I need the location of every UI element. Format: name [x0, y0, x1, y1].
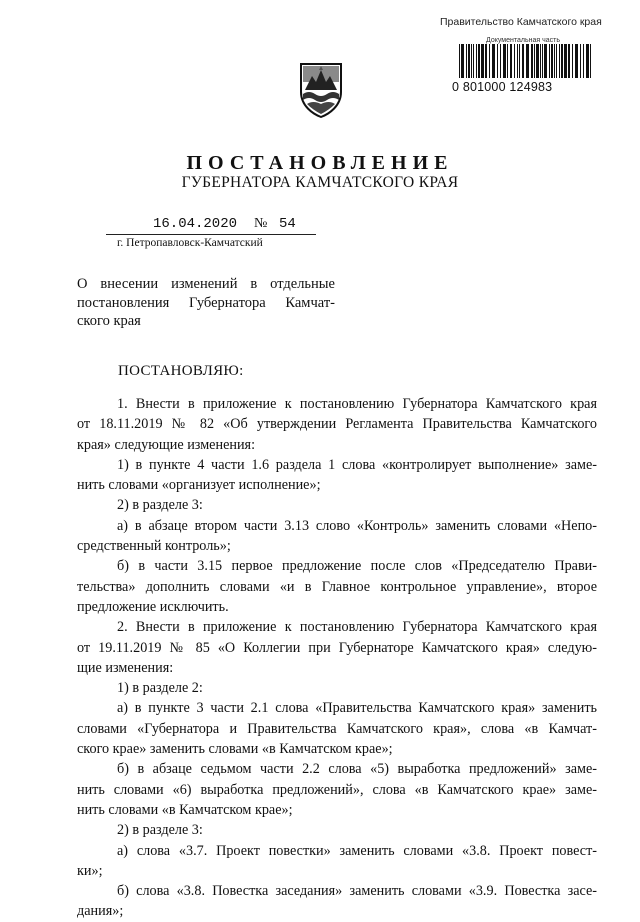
barcode-bar — [583, 44, 584, 78]
subject-line: ского края — [77, 313, 141, 329]
barcode-bar — [497, 44, 498, 78]
document-type-title: ПОСТАНОВЛЕНИЕ — [186, 152, 454, 174]
barcode-bar — [561, 44, 563, 78]
barcode-bar — [473, 44, 474, 78]
body-line: 2. Внести в приложение к постановлению Губернатора Камчатского края — [117, 619, 597, 636]
body-line: тельства» дополнить словами «и в Главное контрольное управление», второе — [77, 578, 597, 595]
barcode-bar — [510, 44, 512, 78]
body-line: средственный контроль»; — [77, 538, 231, 555]
barcode-bar — [492, 44, 495, 78]
barcode-bar — [580, 44, 581, 78]
body-line: ского крае» заменить словами «в Камчатском крае»; — [77, 741, 393, 758]
barcode-bar — [481, 44, 484, 78]
barcode-bar — [489, 44, 490, 78]
barcode-bar — [551, 44, 553, 78]
barcode-bar — [549, 44, 550, 78]
document-number: 54 — [279, 216, 296, 232]
barcode-bar — [542, 44, 543, 78]
body-line: словами «Губернатора и Правительства Камчатского края», слова «в Камчат- — [77, 720, 597, 737]
body-line: б) слова «3.8. Повестка заседания» заменить словами «3.9. Повестка засе- — [117, 883, 597, 900]
barcode-bar — [590, 44, 591, 78]
barcode-bar — [507, 44, 508, 78]
document-number-sign: № — [254, 216, 268, 231]
stamp-part-label: Документальная часть — [486, 37, 560, 44]
subject-line: О внесении изменений в отдельные — [77, 276, 335, 292]
barcode-bar — [586, 44, 589, 78]
barcode-bar — [531, 44, 533, 78]
barcode-bar — [554, 44, 555, 78]
barcode-bar — [500, 44, 501, 78]
document-date: 16.04.2020 — [153, 216, 238, 232]
barcode-bar — [471, 44, 472, 78]
resolve-label: ПОСТАНОВЛЯЮ: — [118, 363, 244, 379]
barcode-bar — [522, 44, 524, 78]
barcode-bar — [514, 44, 515, 78]
body-line: а) слова «3.7. Проект повестки» заменить словами «3.8. Проект повест- — [117, 842, 597, 859]
body-line: 2) в разделе 3: — [117, 822, 203, 839]
barcode-number: 0 801000 124983 — [452, 80, 553, 94]
barcode-bar — [526, 44, 529, 78]
body-line: 1) в разделе 2: — [117, 680, 203, 697]
body-line: предложение исключить. — [77, 598, 229, 615]
barcode-bar — [572, 44, 573, 78]
body-line: 2) в разделе 3: — [117, 497, 203, 514]
document-authority: ГУБЕРНАТОРА КАМЧАТСКОГО КРАЯ — [181, 174, 459, 191]
document-subject — [77, 275, 335, 331]
barcode-bar — [478, 44, 480, 78]
document-body — [77, 394, 597, 922]
body-line: от 19.11.2019 № 85 «О Коллегии при Губернаторе Камчатского края» следую- — [77, 639, 597, 656]
body-line: дания»; — [77, 903, 124, 920]
barcode — [457, 44, 597, 80]
barcode-bar — [568, 44, 570, 78]
body-line: нить словами «6) выработка предложений», слова «в Камчатского крае» заме- — [77, 781, 597, 798]
body-line: нить словами «организует исполнение»; — [77, 477, 321, 494]
barcode-bar — [544, 44, 547, 78]
coat-of-arms-emblem — [299, 62, 343, 118]
barcode-bar — [564, 44, 567, 78]
barcode-bar — [519, 44, 520, 78]
body-line: ки»; — [77, 862, 103, 879]
body-line: щие изменения: — [77, 659, 174, 676]
barcode-bar — [461, 44, 464, 78]
barcode-bar — [556, 44, 557, 78]
barcode-bar — [536, 44, 539, 78]
barcode-bar — [476, 44, 477, 78]
barcode-bar — [503, 44, 506, 78]
barcode-bar — [459, 44, 460, 78]
barcode-bar — [575, 44, 578, 78]
body-line: края» следующие изменения: — [77, 436, 256, 453]
body-line: б) в абзаце седьмом части 2.2 слова «5) выработка предложений» заме- — [117, 761, 597, 778]
body-line: 1. Внести в приложение к постановлению Губернатора Камчатского края — [117, 396, 597, 412]
barcode-bar — [485, 44, 487, 78]
barcode-bar — [534, 44, 535, 78]
date-underline — [106, 234, 316, 235]
stamp-organization: Правительство Камчатского края — [440, 16, 602, 28]
barcode-bar — [468, 44, 470, 78]
barcode-bar — [559, 44, 560, 78]
body-line: а) в абзаце втором части 3.13 слово «Контроль» заменить словами «Непо- — [117, 517, 597, 534]
body-line: а) в пункте 3 части 2.1 слова «Правительства Камчатского края» заменить — [117, 700, 597, 717]
body-line: б) в части 3.15 первое предложение после слов «Председателю Прави- — [117, 558, 597, 575]
barcode-bar — [466, 44, 467, 78]
body-line: 1) в пункте 4 части 1.6 раздела 1 слова «контролирует выполнение» заме- — [117, 456, 597, 473]
barcode-bar — [517, 44, 518, 78]
barcode-bar — [540, 44, 541, 78]
body-line: нить словами «в Камчатском крае»; — [77, 801, 293, 818]
subject-line: постановления Губернатора Камчат- — [77, 294, 335, 311]
body-line: от 18.11.2019 № 82 «Об утверждении Регламента Правительства Камчатского — [77, 416, 597, 433]
document-place: г. Петропавловск-Камчатский — [117, 237, 263, 249]
